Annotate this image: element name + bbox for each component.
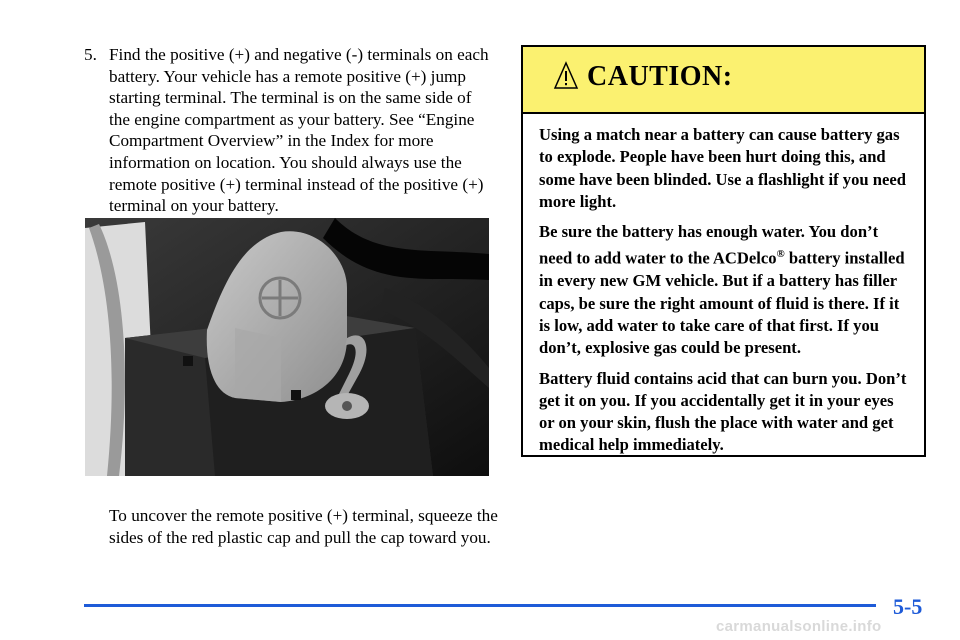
step-text: Find the positive (+) and negative (-) terminals on each battery. Your vehicle has a remote positive (+) jump starting terminal. The terminal is on the same side of the engine compartment as your battery. See “Engine Compartment Overview” in the Index for more information on location. You should always use the remote positive (+) terminal instead of the positive (+) terminal on your battery.	[109, 45, 489, 216]
warning-triangle-icon	[553, 61, 579, 91]
caution-paragraph: Using a match near a battery can cause battery gas to explode. People have been hurt doing this, and some have been blinded. Use a flashlight if you need more light.	[539, 125, 906, 211]
caution-header	[523, 47, 924, 114]
caution-body	[523, 114, 924, 457]
watermark: carmanualsonline.info	[716, 618, 882, 635]
step-number: 5.	[84, 45, 97, 64]
step-5	[84, 44, 496, 217]
caution-box	[521, 45, 926, 457]
caution-paragraph: Battery fluid contains acid that can burn you. Don’t get it on you. If you accidentally get it in your eyes or on your skin, flush the place with water and get medical help immediately.	[539, 368, 907, 455]
caution-text: Be sure the battery has enough water. You don’t need to add water to the ACDelco	[539, 222, 879, 269]
battery-terminal-illustration	[85, 218, 489, 476]
caution-paragraph	[539, 221, 910, 359]
footer-rule	[84, 604, 876, 607]
caution-text: battery installed in every new GM vehicle. But if a battery has filler caps, be sure the right amount of fluid is there. If it is low, add water to take care of that first. If you don’t, explosive gas could be present.	[539, 249, 905, 358]
battery-terminal-photo	[85, 218, 489, 476]
page-number: 5-5	[893, 594, 923, 619]
registered-mark: ®	[776, 248, 785, 261]
caution-title: CAUTION:	[587, 61, 733, 92]
cap-instruction: To uncover the remote positive (+) terminal, squeeze the sides of the red plastic cap and pull the cap toward you.	[109, 506, 498, 547]
